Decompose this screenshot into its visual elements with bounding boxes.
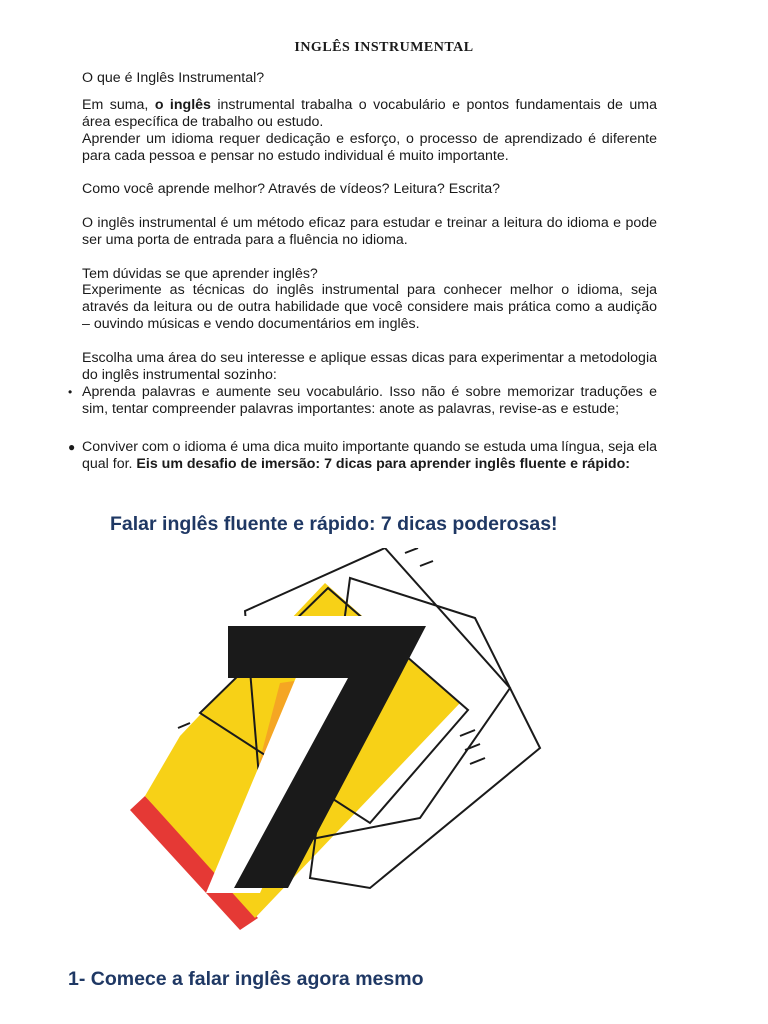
paragraph-choose-area: Escolha uma área do seu interesse e aplique essas dicas para experimentar a metodologia do inglês instrumental sozinho: <box>82 350 657 383</box>
question-heading: O que é Inglês Instrumental? <box>82 70 265 86</box>
step-1-heading: 1- Comece a falar inglês agora mesmo <box>68 968 424 990</box>
document-title: INGLÊS INSTRUMENTAL <box>294 40 474 55</box>
number-seven-illustration <box>130 548 570 948</box>
bullet-marker: • <box>68 385 73 399</box>
bullet-immersion-bold: Eis um desafio de imersão: 7 dicas para aprender inglês fluente e rápido: <box>136 455 630 472</box>
bullet-immersion <box>82 439 657 473</box>
paragraph-method: O inglês instrumental é um método eficaz para estudar e treinar a leitura do idioma e pode ser uma porta de entrada para a fluência no idioma. <box>82 215 657 248</box>
paragraph-definition <box>82 97 657 131</box>
paragraph-how-learn: Como você aprende melhor? Através de vídeos? Leitura? Escrita? <box>82 181 500 197</box>
paragraph-doubts: Tem dúvidas se que aprender inglês? <box>82 266 318 282</box>
paragraph-definition-post: instrumental trabalha o vocabulário e pontos fundamentais de uma área específica de trabalho ou estudo. <box>82 97 657 130</box>
bullet-immersion-pre: Conviver com o idioma é uma dica muito importante quando se estuda uma língua, seja ela qual for. <box>82 439 657 472</box>
tips-heading: Falar inglês fluente e rápido: 7 dicas poderosas! <box>110 513 558 535</box>
paragraph-learning: Aprender um idioma requer dedicação e esforço, o processo de aprendizado é diferente para cada pessoa e pensar no estudo individual é muito importante. <box>82 131 657 164</box>
bullet-marker: ● <box>68 440 76 454</box>
paragraph-techniques: Experimente as técnicas do inglês instrumental para conhecer melhor o idioma, seja através da leitura ou de outra habilidade que você considere mais prática como a audição – ouvindo músicas e vendo documentários em inglês. <box>82 282 657 332</box>
bullet-vocabulary: Aprenda palavras e aumente seu vocabulário. Isso não é sobre memorizar traduções e sim, tentar compreender palavras importantes: anote as palavras, revise-as e estude; <box>82 384 657 417</box>
paragraph-definition-bold: o inglês <box>154 97 211 113</box>
paragraph-definition-pre: Em suma, <box>82 97 155 113</box>
